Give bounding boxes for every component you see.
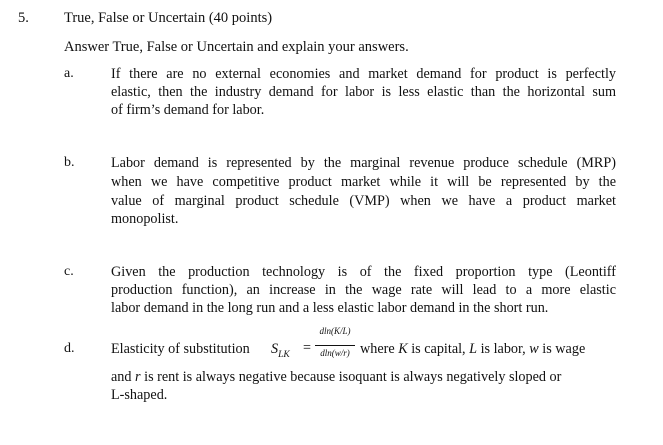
item-b-line-4: monopolist. xyxy=(111,211,179,227)
item-c-line-3: labor demand in the long run and a less elastic labor demand in the short run. xyxy=(111,300,549,316)
item-a-line-1: If there are no external economies and market demand for product is perfectly xyxy=(111,66,616,82)
item-d-line-3: L-shaped. xyxy=(111,387,168,403)
item-c-line-2: production function), an increase in the wage rate will lead to a more elastic xyxy=(111,282,616,298)
fraction-numerator: dln(K/L) xyxy=(319,326,351,336)
item-label-b: b. xyxy=(64,155,75,170)
suffix-text-4: is wage xyxy=(538,341,586,357)
suffix-text-2: is capital, xyxy=(407,341,470,357)
item-label-d: d. xyxy=(64,341,75,356)
item-label-a: a. xyxy=(64,66,74,81)
suffix-text-1: where xyxy=(360,341,399,357)
symbol-s: S xyxy=(271,341,279,357)
item-b-line-3: value of marginal product schedule (VMP) when we have a product market xyxy=(111,193,616,209)
item-d-line-2 xyxy=(111,369,561,386)
item-label-c: c. xyxy=(64,264,74,279)
var-l: L xyxy=(469,341,478,357)
fraction-bar xyxy=(315,345,355,346)
suffix-text-3: is labor, xyxy=(477,341,530,357)
fraction-denominator: dln(w/r) xyxy=(320,348,350,358)
var-r: r xyxy=(135,369,141,385)
item-b-line-1: Labor demand is represented by the marginal revenue produce schedule (MRP) xyxy=(111,155,616,171)
item-c-line-1: Given the production technology is of the fixed proportion type (Leontiff xyxy=(111,264,616,280)
item-d-suffix xyxy=(360,341,585,358)
question-number: 5. xyxy=(18,10,29,26)
item-d-prefix: Elasticity of substitution xyxy=(111,341,250,357)
question-title: True, False or Uncertain (40 points) xyxy=(64,10,273,26)
var-k: K xyxy=(398,341,408,357)
item-b-line-2: when we have competitive product market while it will be represented by the xyxy=(111,174,616,190)
line2-text-2: is rent is always negative because isoquant is always negatively sloped or xyxy=(140,369,562,385)
substitution-elasticity-symbol xyxy=(271,341,290,360)
question-instruction: Answer True, False or Uncertain and explain your answers. xyxy=(64,39,409,55)
item-a-line-2: elastic, then the industry demand for labor is less elastic than the horizontal sum xyxy=(111,84,616,100)
line2-text-1: and xyxy=(111,369,136,385)
symbol-subscript: LK xyxy=(278,349,290,360)
equals-sign: = xyxy=(303,340,312,356)
item-a-line-3: of firm’s demand for labor. xyxy=(111,102,265,118)
var-w: w xyxy=(529,341,539,357)
